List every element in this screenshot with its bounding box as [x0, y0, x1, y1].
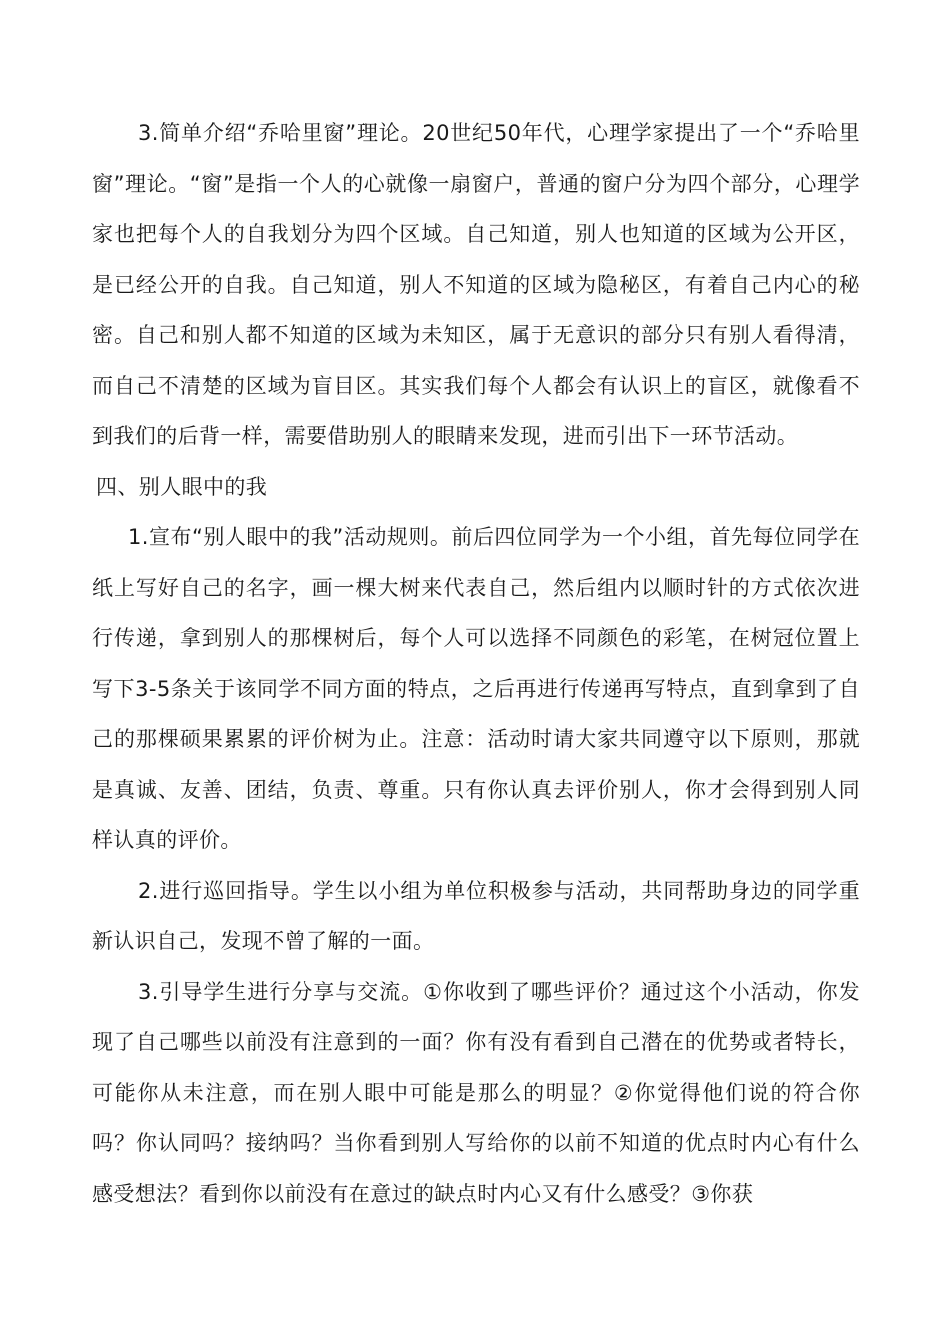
paragraph-johari-window: 3.简单介绍“乔哈里窗”理论。20世纪50年代，心理学家提出了一个“乔哈里窗”理论。“窗”是指一个人的心就像一扇窗户，普通的窗户分为四个部分，心理学家也把每个人的自我划分为四个区域。自己知道，别人也知道的区域为公开区，是已经公开的自我。自己知道，别人不知道的区域为隐秘区，有着自己内心的秘密。自己和别人都不知道的区域为未知区，属于无意识的部分只有别人看得清，而自己不清楚的区域为盲目区。其实我们每个人都会有认识上的盲区，就像看不到我们的后背一样，需要借助别人的眼睛来发现，进而引出下一环节活动。 — [92, 121, 860, 448]
document-body — [92, 108, 860, 1219]
paragraph-guidance: 2.进行巡回指导。学生以小组为单位积极参与活动，共同帮助身边的同学重新认识自己，发现不曾了解的一面。 — [92, 878, 860, 953]
paragraph-sharing: 3.引导学生进行分享与交流。①你收到了哪些评价？通过这个小活动，你发现了自己哪些以前没有注意到的一面？你有没有看到自己潜在的优势或者特长，可能你从未注意，而在别人眼中可能是那么的明显？②你觉得他们说的符合你吗？你认同吗？接纳吗？当你看到别人写给你的以前不知道的优点时内心有什么感受想法？看到你以前没有在意过的缺点时内心又有什么感受？③你获 — [92, 979, 860, 1206]
paragraph-activity-rules: 1.宣布“别人眼中的我”活动规则。前后四位同学为一个小组，首先每位同学在纸上写好自己的名字，画一棵大树来代表自己，然后组内以顺时针的方式依次进行传递，拿到别人的那棵树后，每个人可以选择不同颜色的彩笔，在树冠位置上写下3-5条关于该同学不同方面的特点，之后再进行传递再写特点，直到拿到了自己的那棵硕果累累的评价树为止。注意：活动时请大家共同遵守以下原则，那就是真诚、友善、团结，负责、尊重。只有你认真去评价别人，你才会得到别人同样认真的评价。 — [92, 525, 860, 852]
section-heading: 四、别人眼中的我 — [96, 474, 268, 499]
